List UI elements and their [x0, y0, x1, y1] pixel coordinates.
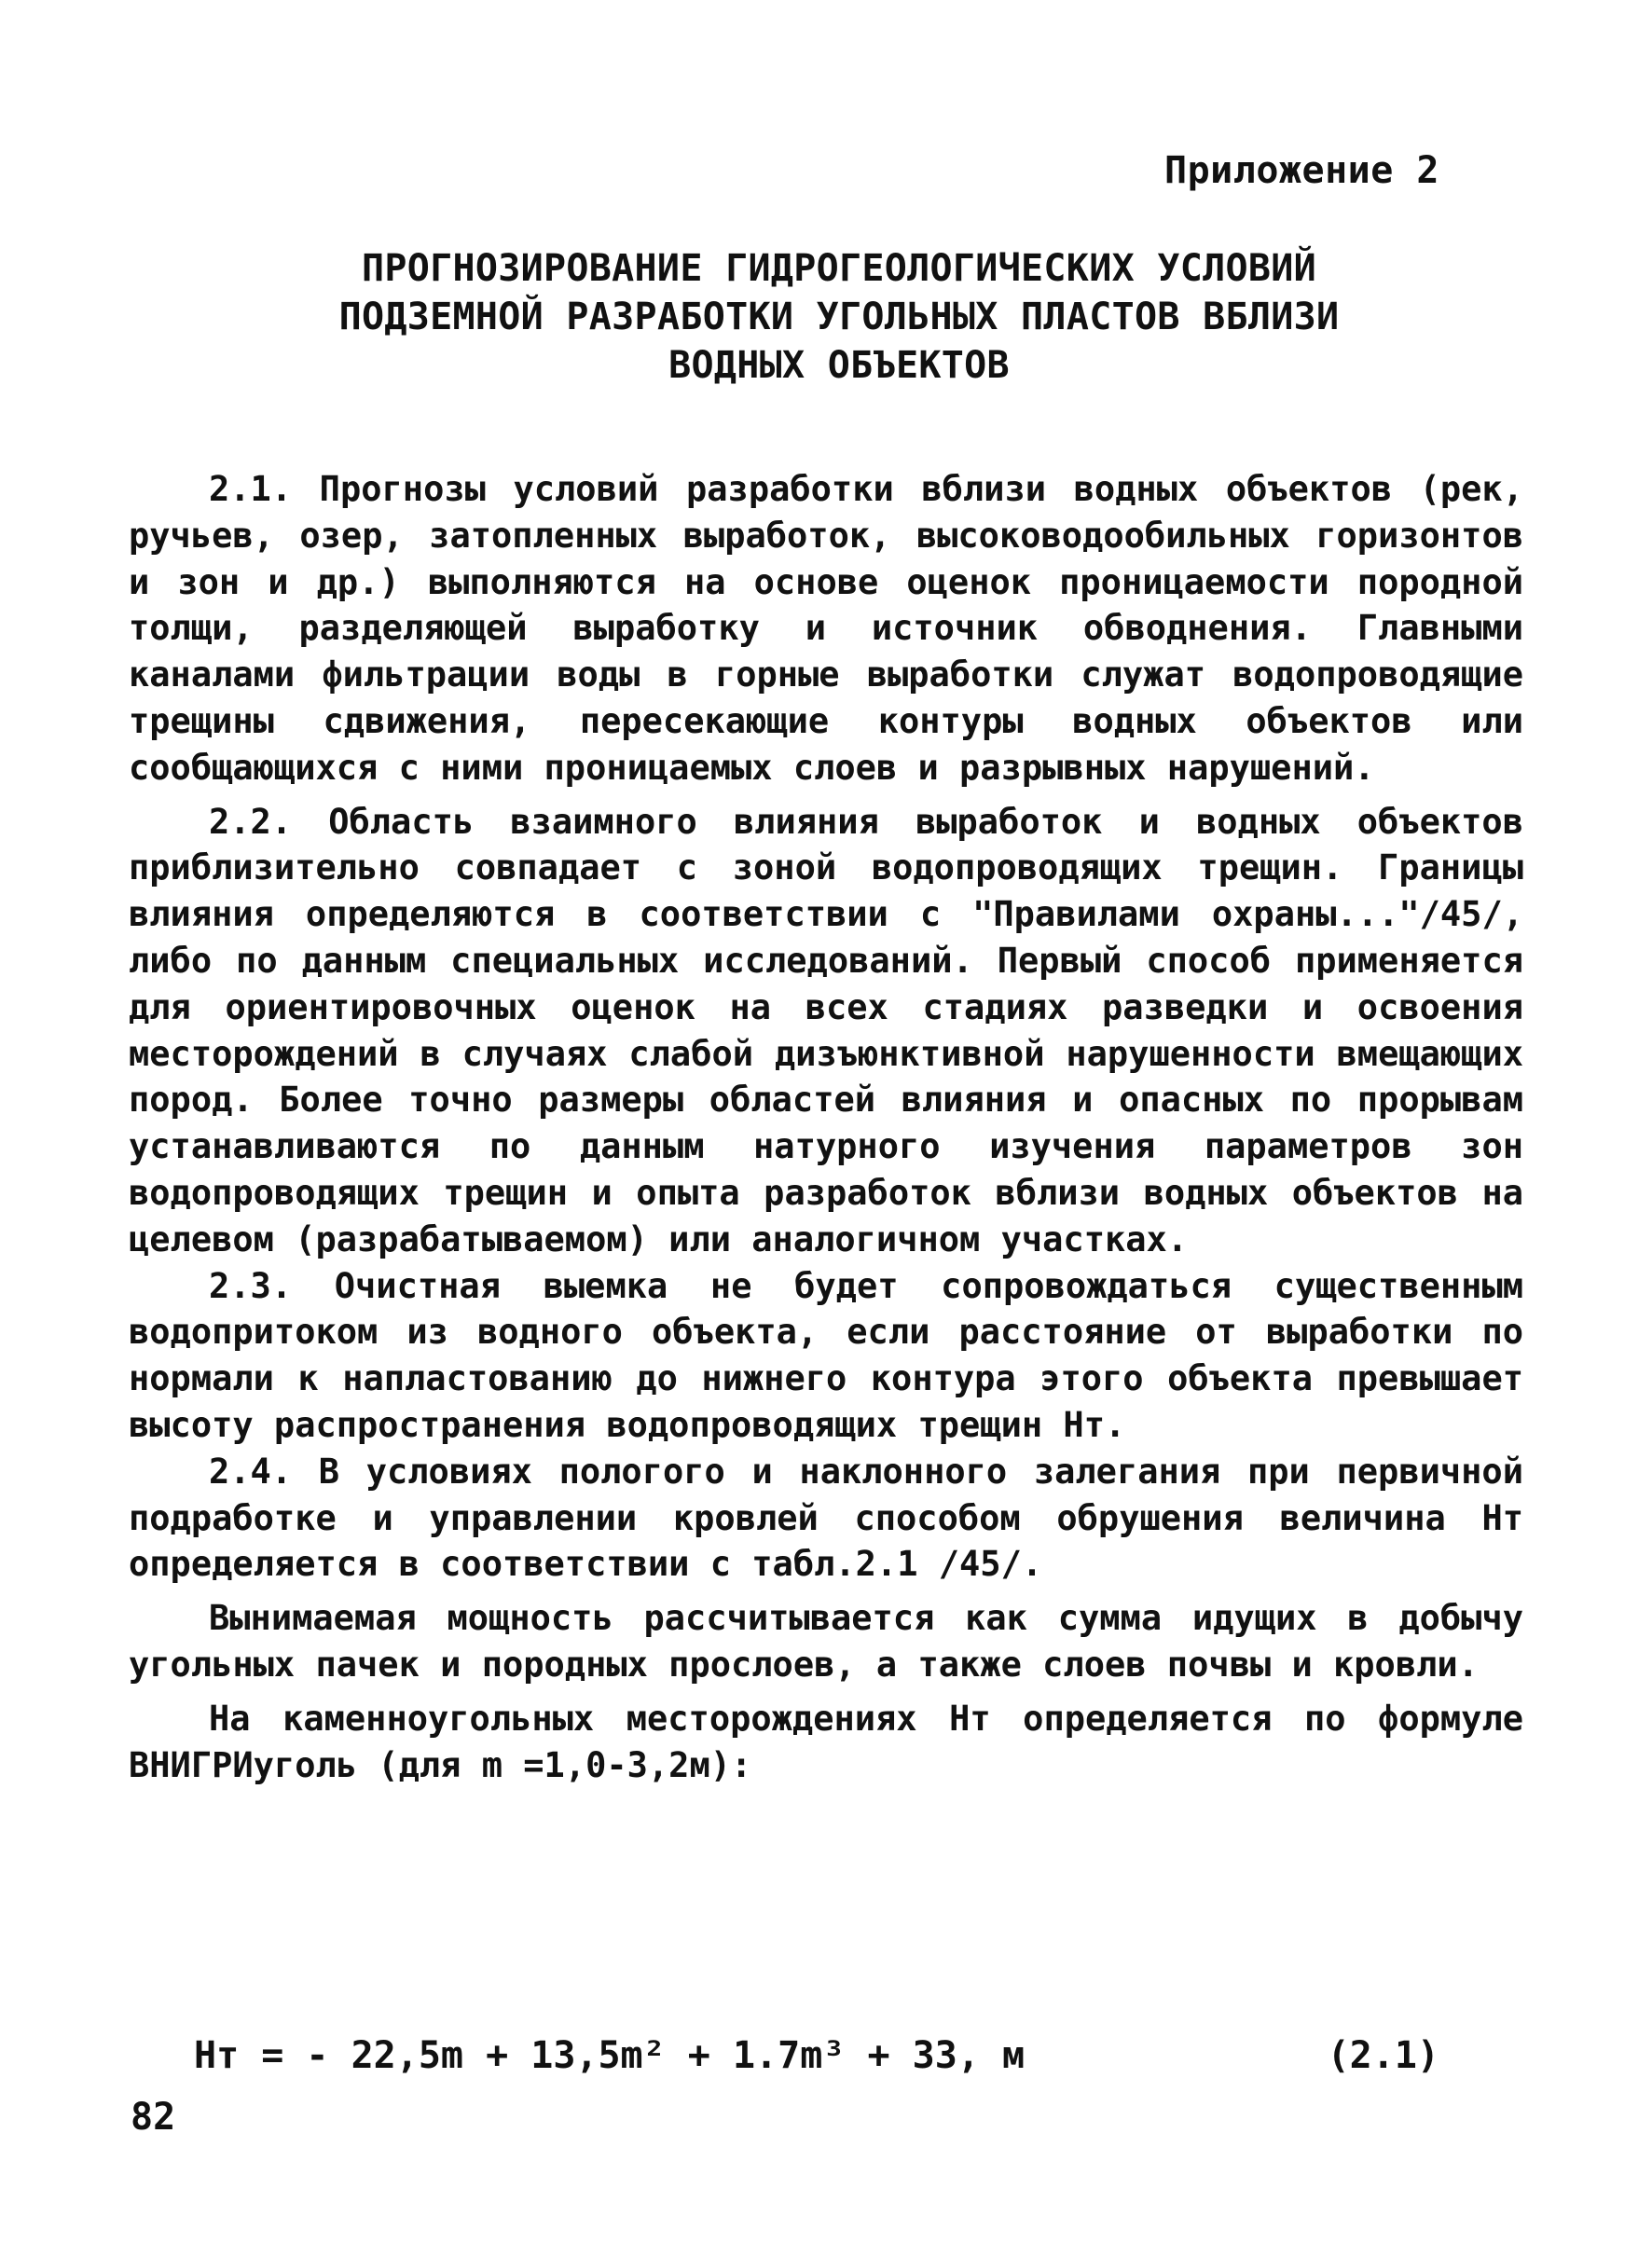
paragraph-2-3: 2.3. Очистная выемка не будет сопровождаться существенным водопритоком из водного объекта, если расстояние от выработки по нормали к напластованию до нижнего контура этого объекта превышает высоту распространения водопроводящих трещин Hт. — [129, 1265, 1523, 1445]
formula-number: (2.1) — [1327, 2034, 1439, 2077]
body-text — [129, 466, 1523, 1788]
paragraph-2-2: 2.2. Область взаимного влияния выработок и водных объектов приблизительно совпадает с зоной водопроводящих трещин. Границы влияния определяются в соответствии с "Правилами охраны..."/45/, либо по данным специальных исследований. Первый способ применяется для ориентировочных оценок на всех стадиях разведки и освоения месторождений в случаях слабой дизъюнктивной нарушенности вмещающих пород. Более точно размеры областей влияния и опасных по прорывам устанавливаются по данным натурного изучения параметров зон водопроводящих трещин и опыта разработок вблизи водных объектов на целевом (разрабатываемом) или аналогичном участках. — [129, 801, 1523, 1259]
appendix-label: Приложение 2 — [1164, 149, 1439, 192]
paragraph-thickness: Вынимаемая мощность рассчитывается как сумма идущих в добычу угольных пачек и породных прослоев, а также слоев почвы и кровли. — [129, 1598, 1523, 1685]
paragraph-2-4: 2.4. В условиях пологого и наклонного залегания при первичной подработке и управлении кровлей способом обрушения величина Hт определяется в соответствии с табл.2.1 /45/. — [129, 1451, 1523, 1585]
title-line-3: ВОДНЫХ ОБЪЕКТОВ — [668, 344, 1010, 387]
title-line-1: ПРОГНОЗИРОВАНИЕ ГИДРОГЕОЛОГИЧЕСКИХ УСЛОВИЙ — [361, 247, 1317, 290]
paragraph-formula-intro: На каменноугольных месторождениях Hт определяется по формуле ВНИГРИуголь (для m =1,0-3,2м): — [129, 1698, 1523, 1785]
section-title — [168, 244, 1510, 390]
title-line-2: ПОДЗЕМНОЙ РАЗРАБОТКИ УГОЛЬНЫХ ПЛАСТОВ ВБЛИЗИ — [338, 296, 1340, 338]
page-number: 82 — [131, 2096, 176, 2139]
formula-2-1 — [194, 2034, 1439, 2077]
formula-expression: Hт = - 22,5m + 13,5m² + 1.7m³ + 33, м — [194, 2034, 1026, 2077]
paragraph-2-1: 2.1. Прогнозы условий разработки вблизи водных объектов (рек, ручьев, озер, затопленных выработок, высоководообильных горизонтов и зон и др.) выполняются на основе оценок проницаемости породной толщи, разделяющей выработку и источник обводнения. Главными каналами фильтрации воды в горные выработки служат водопроводящие трещины сдвижения, пересекающие контуры водных объектов или сообщающихся с ними проницаемых слоев и разрывных нарушений. — [129, 469, 1523, 788]
